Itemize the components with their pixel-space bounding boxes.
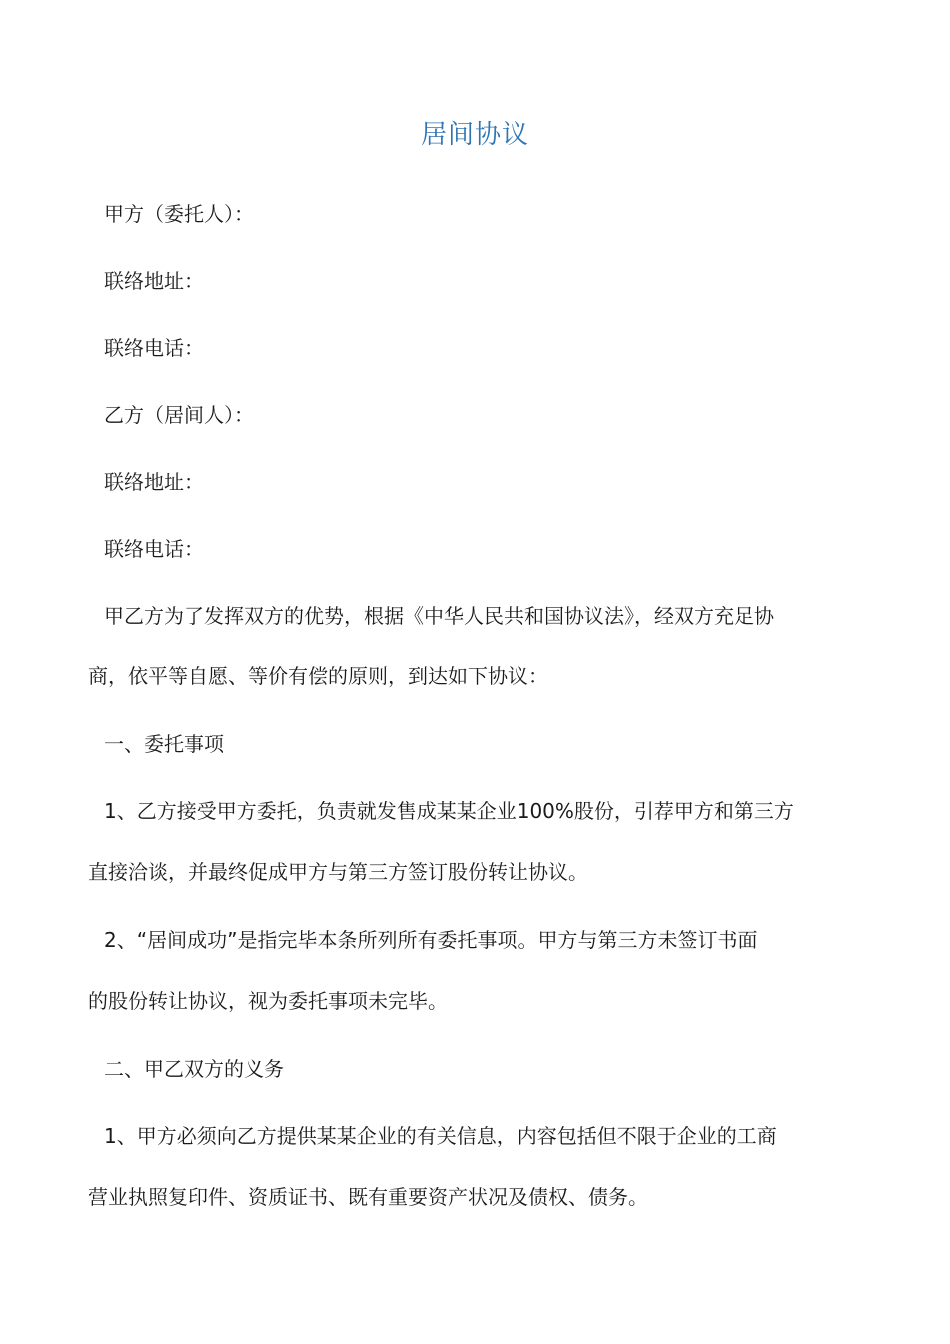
field-phone-b: 联络电话： bbox=[104, 537, 204, 561]
section-heading-1: 一、委托事项 bbox=[104, 732, 224, 756]
clause-1-1-line1: 1、乙方接受甲方委托，负责就发售成某某企业100%股份，引荐甲方和第三方 bbox=[104, 799, 794, 823]
field-party-b: 乙方（居间人）： bbox=[104, 403, 254, 427]
field-address-b: 联络地址： bbox=[104, 470, 204, 494]
field-address-a: 联络地址： bbox=[104, 269, 204, 293]
paragraph-preamble-line2: 商，依平等自愿、等价有偿的原则，到达如下协议： bbox=[88, 664, 548, 688]
clause-1-2-line1: 2、“居间成功”是指完毕本条所列所有委托事项。甲方与第三方未签订书面 bbox=[104, 928, 758, 952]
field-phone-a: 联络电话： bbox=[104, 336, 204, 360]
field-party-a: 甲方（委托人）： bbox=[104, 202, 254, 226]
clause-2-1-line2: 营业执照复印件、资质证书、既有重要资产状况及债权、债务。 bbox=[88, 1185, 648, 1209]
clause-1-2-line2: 的股份转让协议，视为委托事项未完毕。 bbox=[88, 989, 448, 1013]
clause-1-1-line2: 直接洽谈，并最终促成甲方与第三方签订股份转让协议。 bbox=[88, 860, 588, 884]
section-heading-2: 二、甲乙双方的义务 bbox=[104, 1057, 284, 1081]
document-title: 居间协议 bbox=[420, 120, 529, 150]
clause-2-1-line1: 1、甲方必须向乙方提供某某企业的有关信息，内容包括但不限于企业的工商 bbox=[104, 1124, 777, 1148]
paragraph-preamble-line1: 甲乙方为了发挥双方的优势，根据《中华人民共和国协议法》，经双方充足协 bbox=[104, 604, 774, 628]
